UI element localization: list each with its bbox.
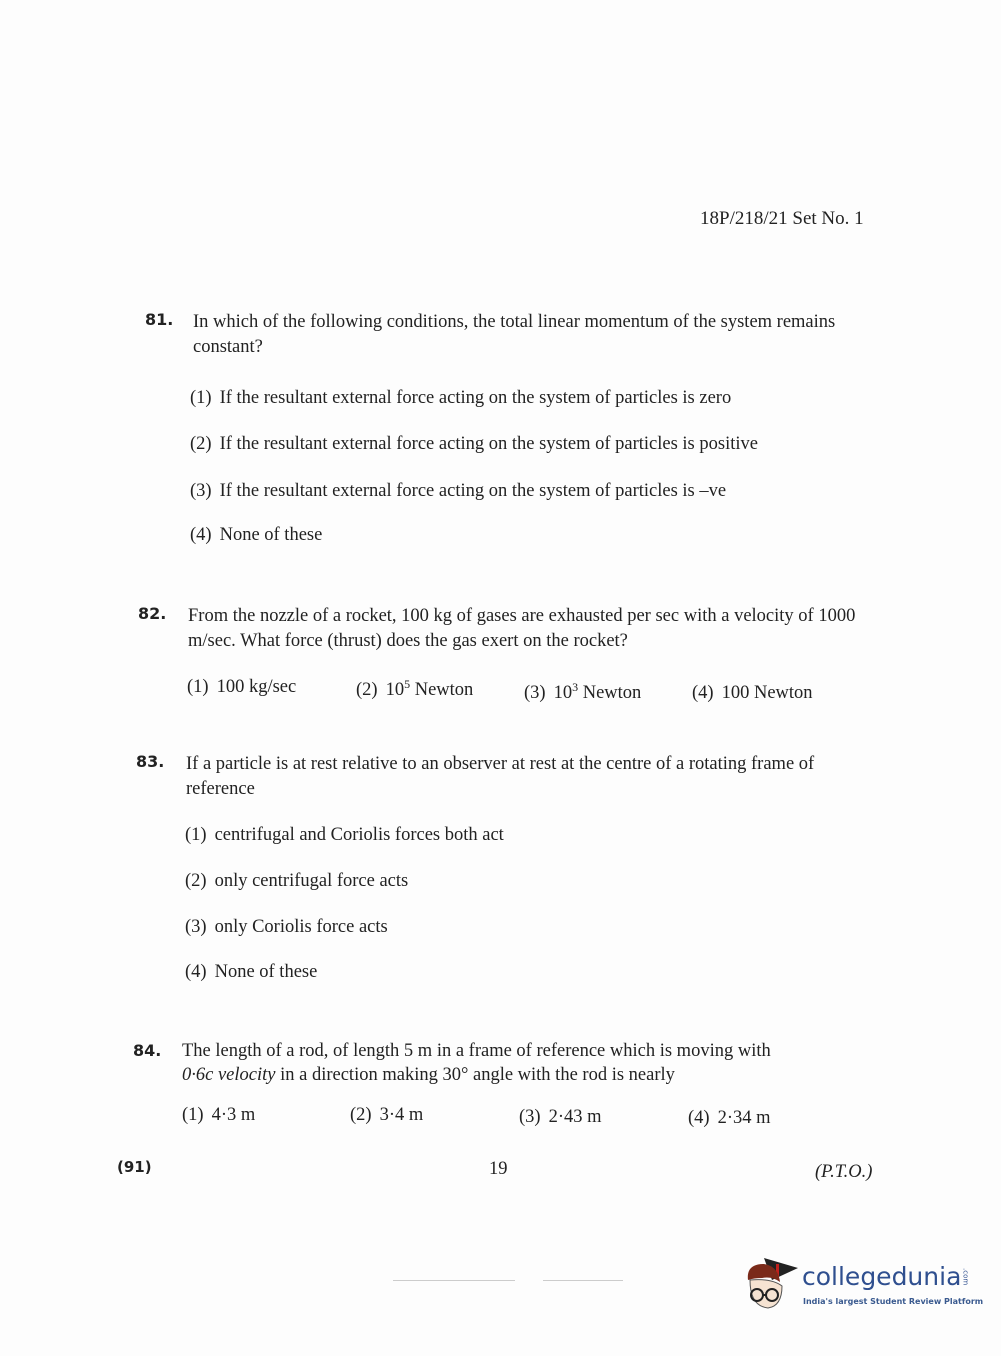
option-text: only centrifugal force acts [214, 871, 409, 891]
option-1 [187, 677, 296, 698]
logo-com: .com [961, 1267, 970, 1285]
option-text: If the resultant external force acting on the system of particles is –ve [219, 481, 727, 501]
option-3 [524, 680, 641, 704]
page-number: 19 [489, 1159, 508, 1179]
option-text: None of these [214, 962, 318, 982]
option-text: centrifugal and Coriolis forces both act [214, 825, 504, 845]
option-4 [185, 962, 317, 983]
question-number: 81. [145, 310, 174, 329]
question-text-rest: in a direction making 30° angle with the rod is nearly [275, 1065, 675, 1085]
paper-code: 18P/218/21 Set No. 1 [700, 208, 864, 229]
question-number: 82. [138, 604, 167, 623]
option-number: (2) [185, 871, 207, 891]
option-text: Newton [414, 680, 474, 701]
option-text: Newton [582, 683, 642, 704]
question-text-line-1: The length of a rod, of length 5 m in a frame of reference which is moving with [182, 1041, 771, 1061]
option-4 [688, 1108, 771, 1129]
option-3 [519, 1107, 602, 1128]
option-1 [190, 388, 731, 409]
option-number: (4) [688, 1108, 710, 1128]
logo-tagline: India's largest Student Review Platform [803, 1297, 984, 1306]
divider [543, 1280, 623, 1281]
option-number: (3) [524, 683, 546, 704]
option-number: (1) [182, 1105, 204, 1125]
question-text: If a particle is at rest relative to an observer at rest at the centre of a rotating frame of reference [186, 754, 815, 799]
option-number: (1) [190, 388, 212, 408]
divider [393, 1280, 515, 1281]
option-number: (2) [190, 434, 212, 454]
option-text: 100 Newton [721, 683, 813, 703]
option-2 [350, 1105, 423, 1126]
question-text-line-2 [182, 1065, 675, 1086]
option-1 [185, 825, 504, 846]
option-text: If the resultant external force acting on the system of particles is positive [219, 434, 758, 454]
option-number: (1) [185, 825, 207, 845]
pto-note: (P.T.O.) [815, 1162, 873, 1182]
question-text: From the nozzle of a rocket, 100 kg of gases are exhausted per sec with a velocity of 1000 m/sec. What force (thrust) does the gas exert on the rocket? [188, 606, 856, 651]
collegedunia-logo [742, 1250, 984, 1320]
option-number: (3) [185, 917, 207, 937]
option-3 [190, 481, 726, 502]
velocity-term: 0·6c velocity [182, 1065, 276, 1085]
option-number: (3) [190, 481, 212, 501]
option-1 [182, 1105, 255, 1126]
option-4 [190, 525, 322, 546]
option-2 [190, 434, 758, 455]
option-number: (2) [350, 1105, 372, 1125]
option-exponent: 5 [404, 677, 411, 691]
question-text: In which of the following conditions, the total linear momentum of the system remains constant? [193, 312, 836, 357]
option-number: (4) [190, 525, 212, 545]
option-text: 4·3 m [211, 1105, 256, 1125]
option-exponent: 3 [572, 680, 579, 694]
option-text: If the resultant external force acting on the system of particles is zero [219, 388, 732, 408]
option-base: 10 [553, 683, 573, 704]
option-text: only Coriolis force acts [214, 917, 388, 937]
option-text: 2·34 m [717, 1108, 771, 1128]
option-4 [692, 683, 813, 704]
option-base: 10 [385, 680, 405, 701]
option-2 [185, 871, 408, 892]
option-2 [356, 677, 473, 701]
question-number: 83. [136, 752, 165, 771]
option-text: None of these [219, 525, 323, 545]
option-number: (4) [185, 962, 207, 982]
option-text: 100 kg/sec [216, 677, 297, 697]
option-text: 3·4 m [379, 1105, 424, 1125]
option-number: (4) [692, 683, 714, 703]
option-3 [185, 917, 388, 938]
logo-name: collegedunia [802, 1262, 962, 1291]
option-number: (3) [519, 1107, 541, 1127]
option-text: 2·43 m [548, 1107, 602, 1127]
footer-code: (91) [117, 1158, 152, 1176]
option-number: (1) [187, 677, 209, 697]
option-number: (2) [356, 680, 378, 701]
mascot-icon [742, 1250, 802, 1312]
question-number: 84. [133, 1041, 162, 1060]
